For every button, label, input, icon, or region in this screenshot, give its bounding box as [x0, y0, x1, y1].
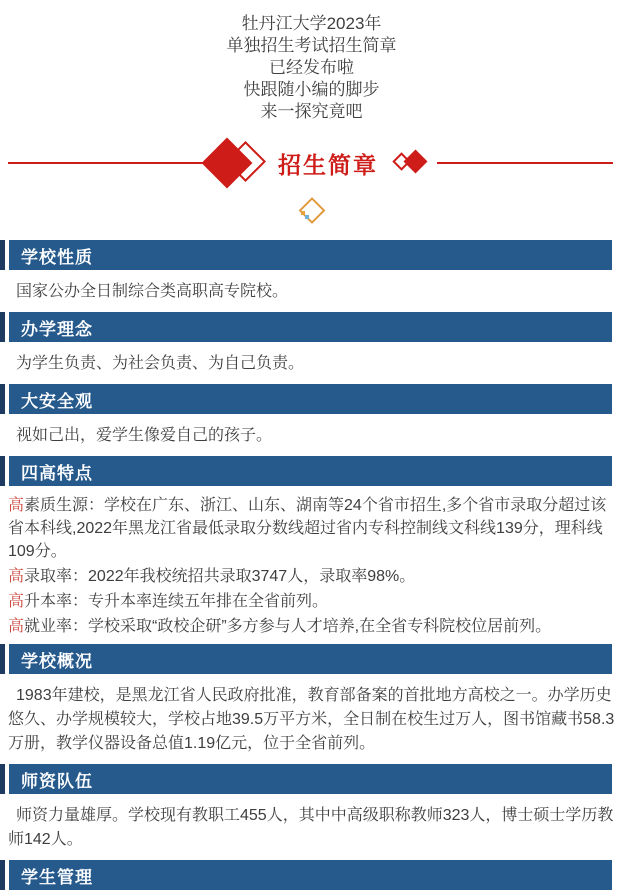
section-title: 学校性质: [21, 247, 93, 267]
intro-line: 已经发布啦: [269, 58, 354, 77]
section-body: 国家公办全日制综合类高职高专院校。: [16, 283, 289, 300]
section-title: 学校概况: [21, 651, 93, 671]
header-accent-stripe: [0, 764, 5, 794]
section-school-overview: [0, 644, 623, 756]
header-accent-stripe: [0, 240, 5, 270]
highlight-prefix: 高: [8, 618, 25, 635]
section-header-bar: [0, 384, 612, 414]
feature-item: [8, 565, 615, 588]
section-banner: [0, 135, 623, 191]
section-body: [0, 494, 623, 638]
section-title: 师资队伍: [21, 771, 93, 791]
gold-diamond-ornament: [0, 197, 623, 231]
section-title: 办学理念: [21, 319, 93, 339]
diamond-ornament-left: [206, 135, 268, 191]
section-header-bar: [0, 860, 612, 890]
banner-line-right: [437, 162, 613, 164]
intro-line: 单独招生考试招生简章: [226, 36, 397, 55]
section-title: 大安全观: [21, 391, 93, 411]
feature-text: 升本率：专升本率连续五年排在全省前列。: [24, 593, 329, 610]
intro-line: 牡丹江大学2023年: [241, 14, 382, 33]
feature-text: 就业率：学校采取“政校企研”多方参与人才培养,在全省专科院校位居前列。: [24, 618, 552, 635]
section-header-bar: [0, 456, 612, 486]
highlight-prefix: 高: [8, 568, 25, 585]
section-faculty: [0, 764, 623, 852]
section-title: 四高特点: [21, 463, 93, 483]
section-philosophy: [0, 312, 623, 376]
section-body: 为学生负责、为社会负责、为自己负责。: [16, 355, 305, 372]
section-title: 学生管理: [21, 867, 93, 887]
intro-line: 快跟随小编的脚步: [243, 80, 380, 99]
section-header-bar: [0, 240, 612, 270]
section-header-bar: [0, 644, 612, 674]
section-header-bar: [0, 764, 612, 794]
header-accent-stripe: [0, 312, 5, 342]
section-body: 师资力量雄厚。学校现有教职工455人，其中中高级职称教师323人，博士硕士学历教师142人。: [8, 807, 614, 848]
diamond-filled-icon: [403, 149, 427, 173]
feature-item: [8, 494, 615, 563]
highlight-prefix: 高: [8, 593, 25, 610]
banner-line-left: [8, 162, 206, 164]
intro-text: [0, 0, 623, 123]
section-header-bar: [0, 312, 612, 342]
section-safety-view: [0, 384, 623, 448]
section-school-nature: [0, 240, 623, 304]
header-accent-stripe: [0, 384, 5, 414]
feature-item: [8, 590, 615, 613]
banner-title: 招生简章: [278, 151, 378, 178]
header-accent-stripe: [0, 860, 5, 890]
feature-text: 素质生源：学校在广东、浙江、山东、湖南等24个省市招生,多个省市录取分超过该省本科线,2022年黑龙江省最低录取分数线超过省内专科控制线文科线139分，理科线109分。: [8, 497, 607, 560]
section-body: 1983年建校，是黑龙江省人民政府批准，教育部备案的首批地方高校之一。办学历史悠久、办学规模较大，学校占地39.5万平方米，全日制在校生过万人，图书馆藏书58.3万册，教学仪器设备总值1.19亿元，位于全省前列。: [8, 687, 615, 752]
section-body: 视如己出，爱学生像爱自己的孩子。: [16, 427, 273, 444]
diamond-ornament-right: [394, 143, 432, 183]
highlight-prefix: 高: [8, 497, 25, 514]
section-four-highs: [0, 456, 623, 638]
intro-line: 来一探究竟吧: [260, 102, 363, 121]
header-accent-stripe: [0, 644, 5, 674]
section-student-management: [0, 860, 623, 890]
header-accent-stripe: [0, 456, 5, 486]
feature-item: [8, 615, 615, 638]
feature-text: 录取率：2022年我校统招共录取3747人，录取率98%。: [24, 568, 416, 585]
blue-sparkle-dot: [305, 215, 309, 219]
